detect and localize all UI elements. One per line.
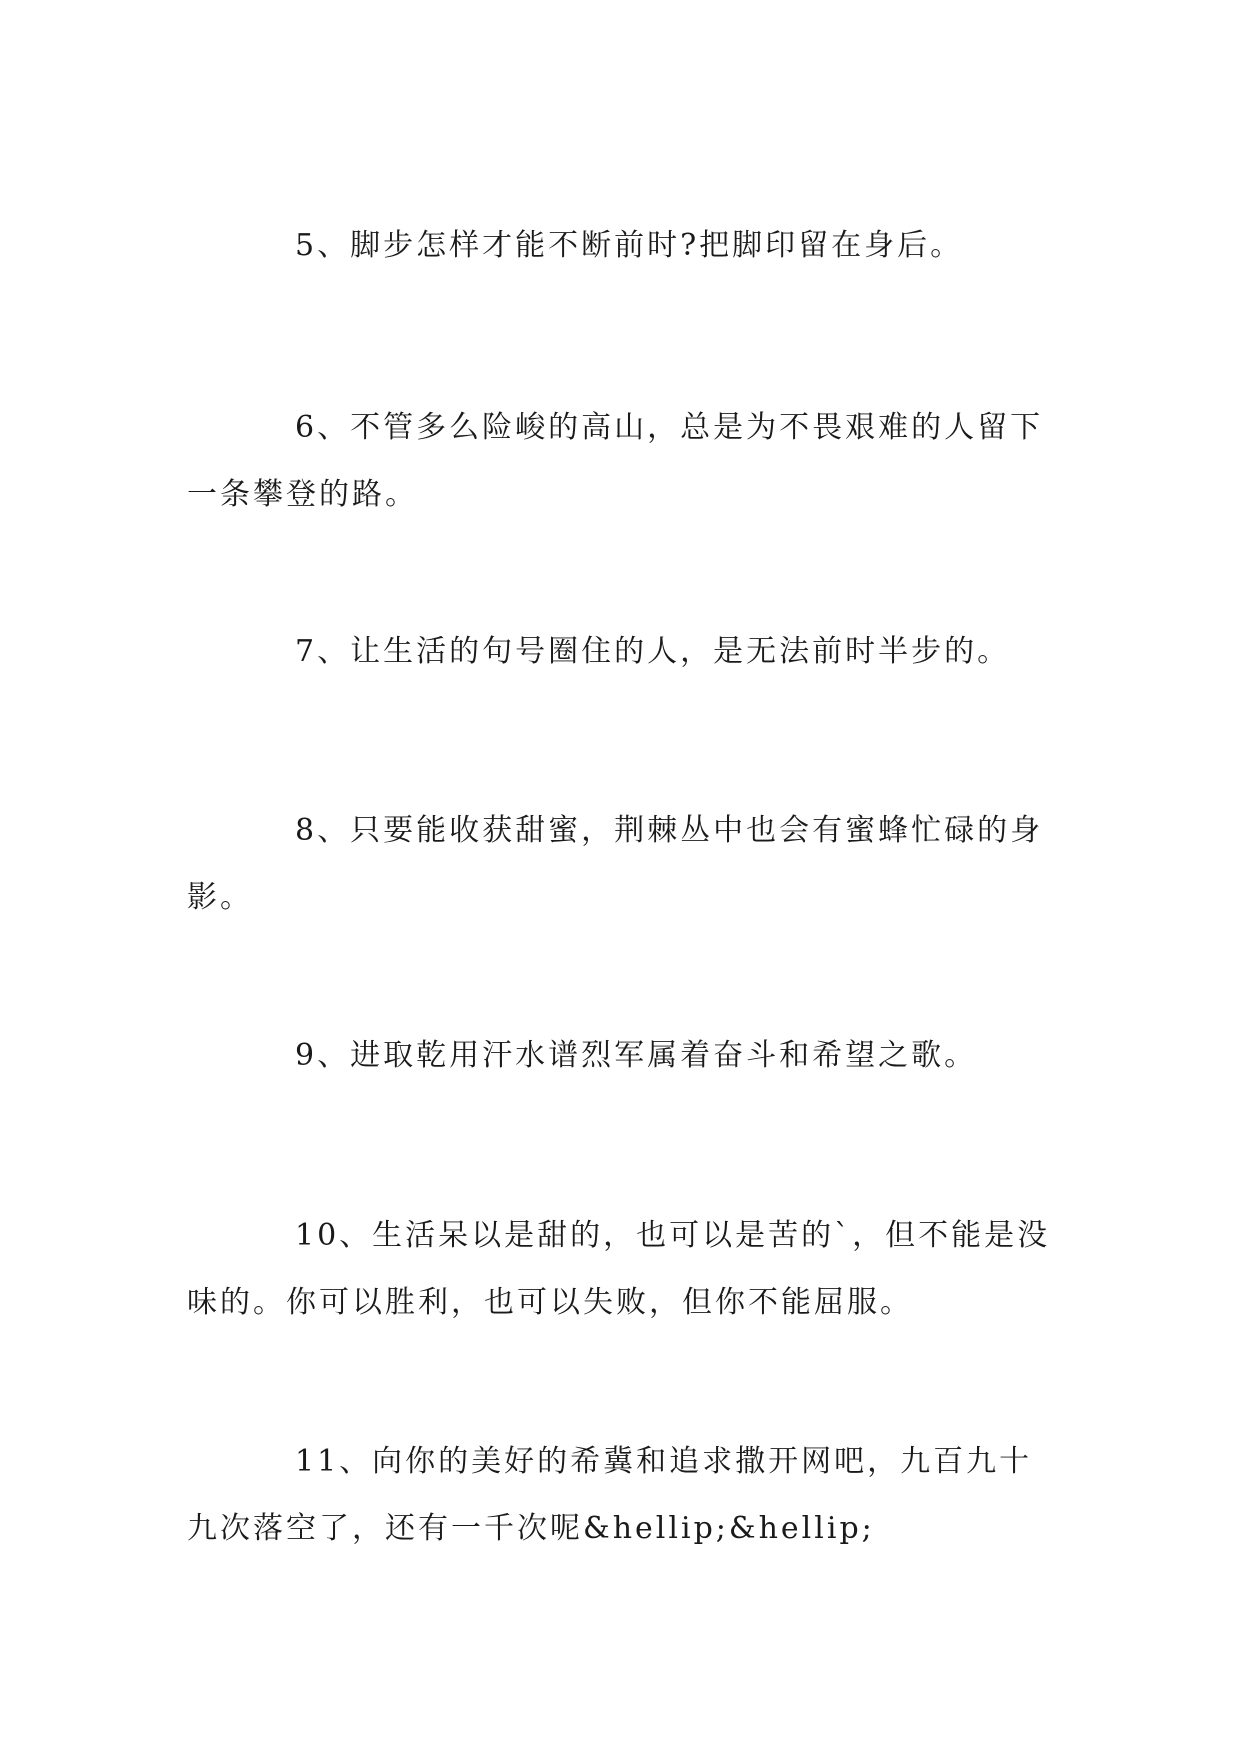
paragraph-5: 5、脚步怎样才能不断前时?把脚印留在身后。: [295, 228, 964, 263]
paragraph-11: 11、向你的美好的希冀和追求撒开网吧，九百九十九次落空了，还有一千次呢&hellip;&hellip;: [187, 1444, 1033, 1546]
paragraph-9: 9、进取乾用汗水谱烈军属着奋斗和希望之歌。: [295, 1038, 978, 1073]
paragraph-10: 10、生活呆以是甜的，也可以是苦的`，但不能是没味的。你可以胜利，也可以失败，但你不能屈服。: [187, 1218, 1051, 1320]
paragraph-8: 8、只要能收获甜蜜，荆棘丛中也会有蜜蜂忙碌的身影。: [187, 813, 1044, 915]
paragraph-6: 6、不管多么险峻的高山，总是为不畏艰难的人留下一条攀登的路。: [187, 410, 1044, 512]
paragraph-7: 7、让生活的句号圈住的人，是无法前时半步的。: [295, 634, 1011, 669]
